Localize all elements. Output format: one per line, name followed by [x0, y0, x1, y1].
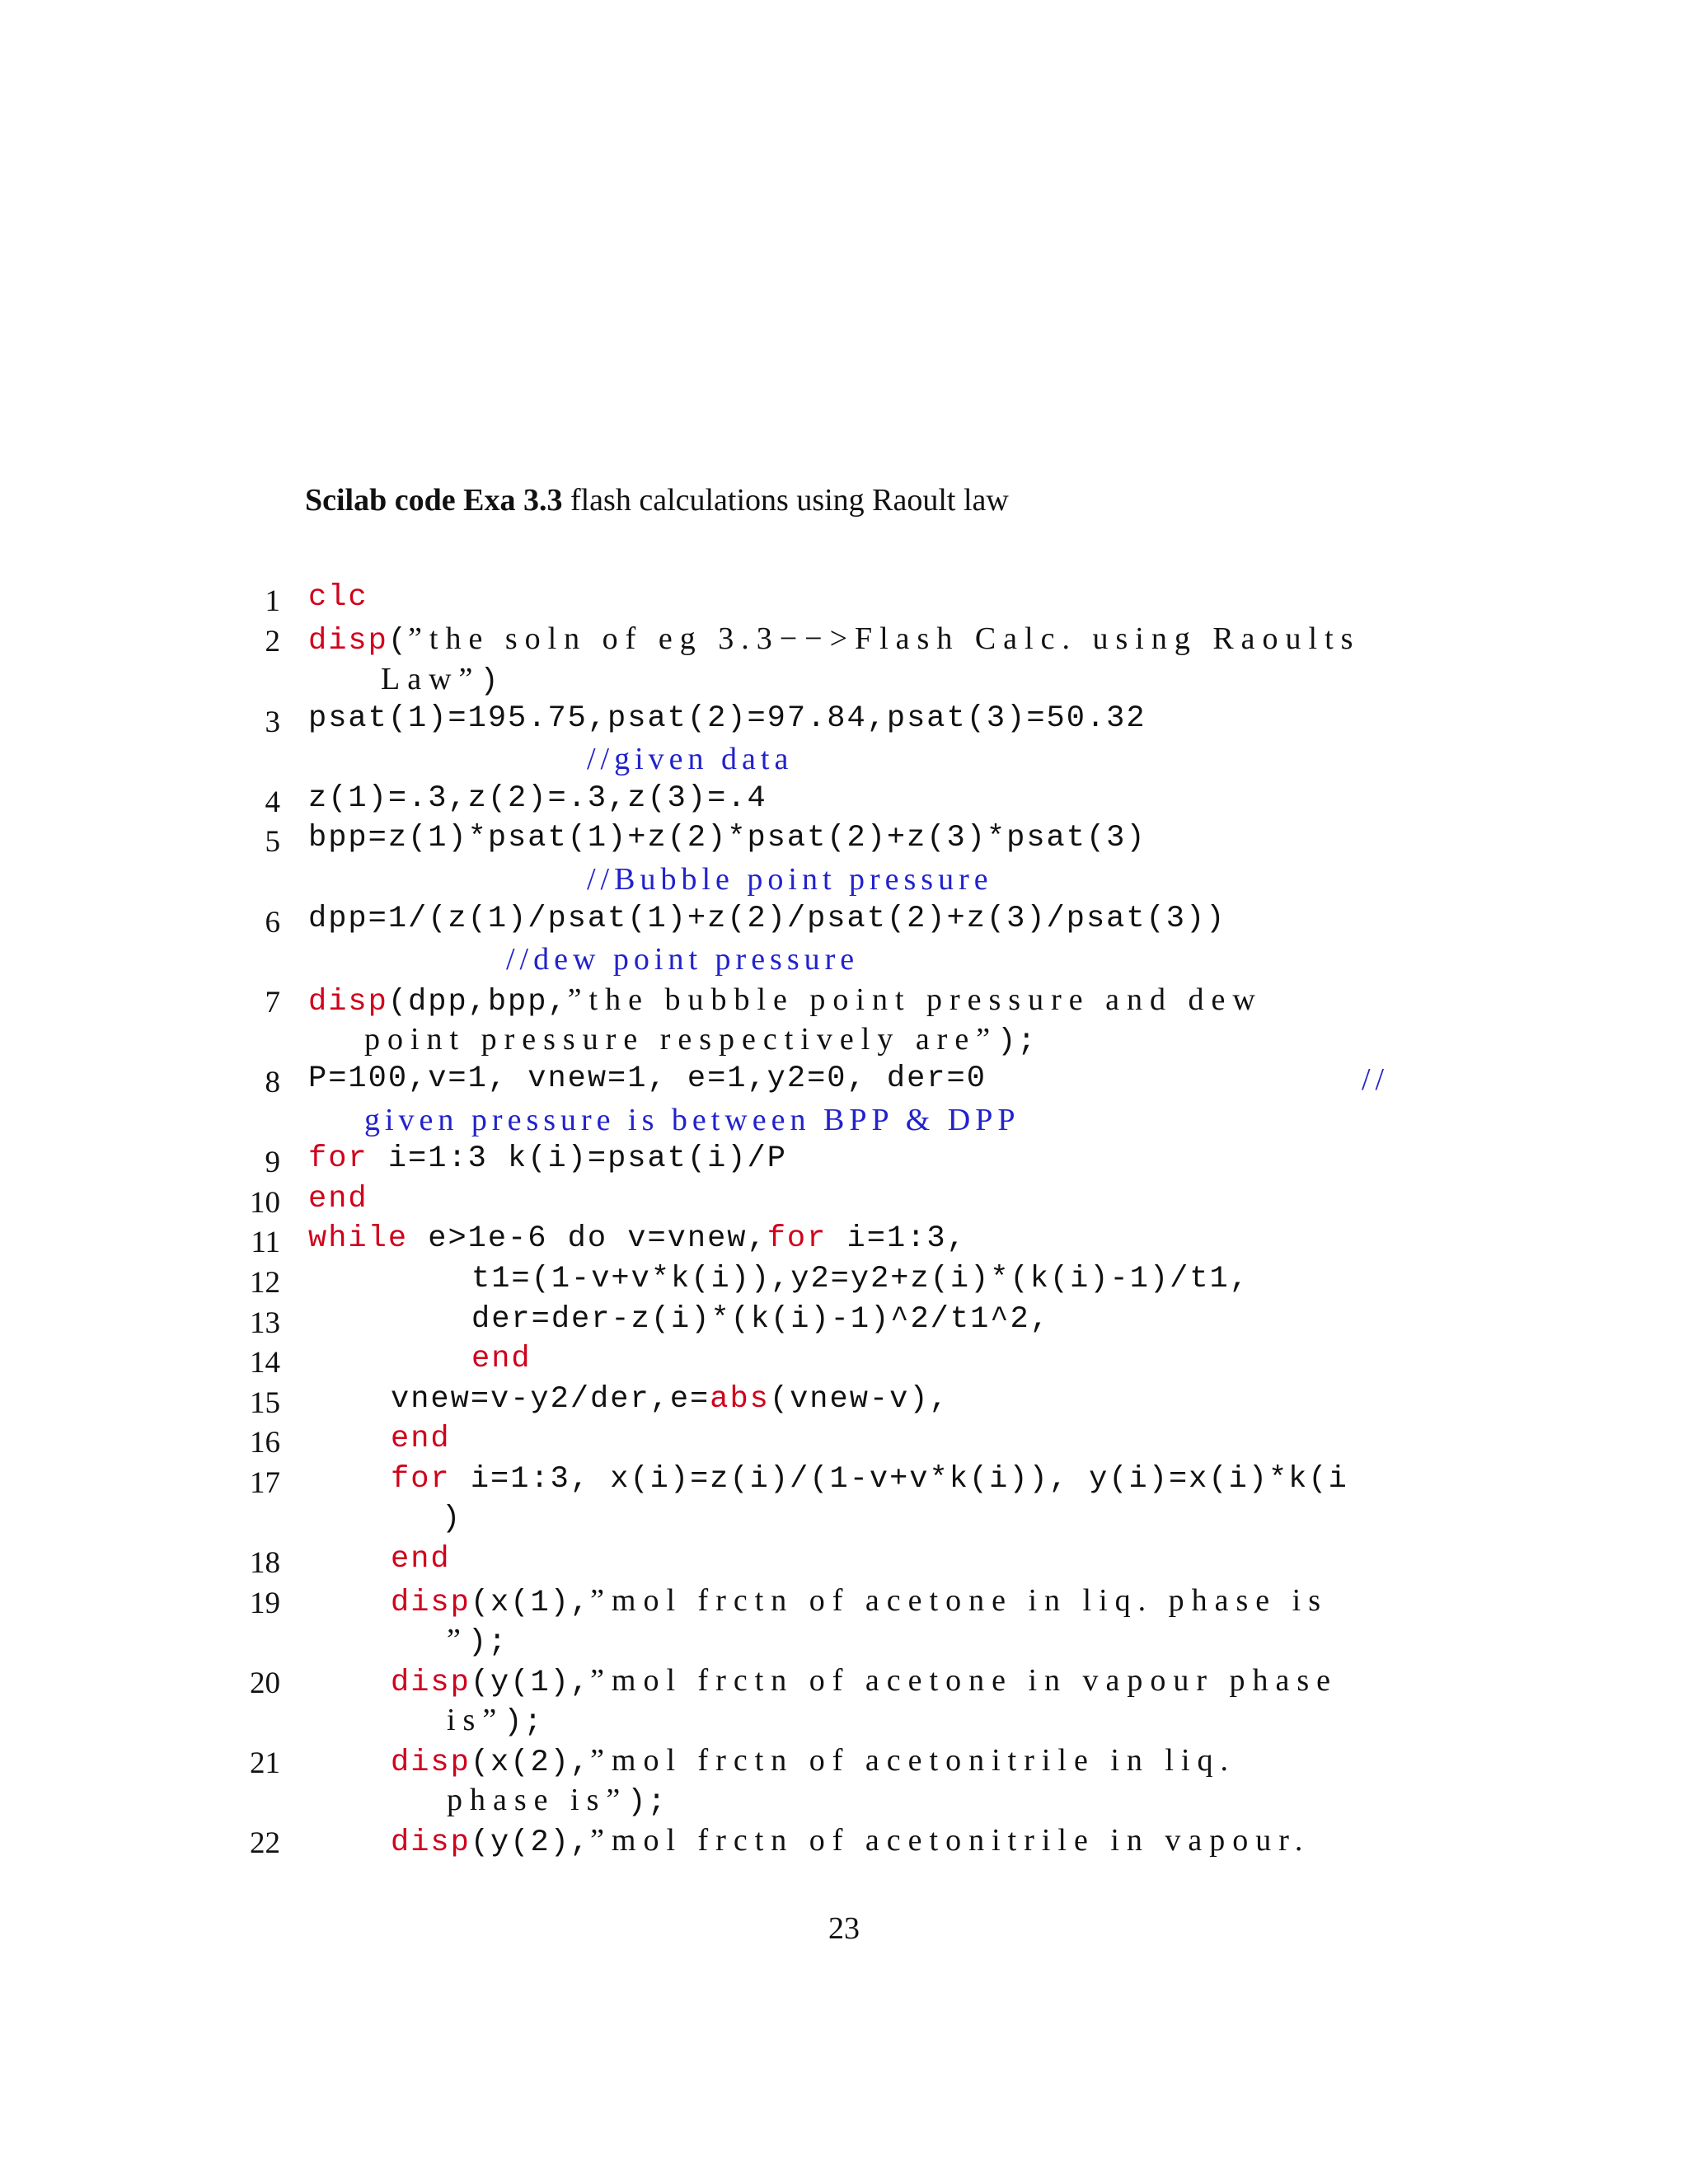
code-comment: given pressure is between BPP & DPP [364, 1103, 1020, 1137]
line-number: 2 [265, 625, 280, 658]
code-keyword: end [308, 1182, 368, 1216]
code-line-continuation [381, 661, 500, 699]
code-keyword: clc [308, 580, 368, 615]
code-keyword: for [308, 1141, 368, 1176]
code-keyword: while [308, 1221, 409, 1256]
code-string: ”the bubble point pressure and dew [567, 982, 1263, 1017]
code-text: ) [480, 664, 500, 699]
code-text: ( [387, 624, 409, 658]
code-comment: //Bubble point pressure [587, 862, 993, 897]
code-line [471, 1342, 532, 1376]
code-line [308, 902, 1226, 936]
code-line [391, 1462, 1348, 1497]
code-line [308, 621, 1360, 658]
code-comment: // [1362, 1062, 1390, 1097]
line-number: 22 [250, 1826, 280, 1860]
code-keyword: end [391, 1422, 451, 1456]
code-text: e>1e-6 do v=vnew, [408, 1221, 767, 1256]
line-number: 3 [265, 705, 280, 739]
code-line [308, 1182, 368, 1216]
code-keyword: disp [391, 1666, 471, 1700]
code-text: psat(1)=195.75,psat(2)=97.84,psat(3)=50.32 [308, 701, 1146, 736]
code-line [391, 1822, 1310, 1860]
line-number: 15 [250, 1386, 280, 1420]
line-number: 4 [265, 785, 280, 819]
code-line [391, 1742, 1236, 1780]
caption-title: flash calculations using Raoult law [570, 483, 1009, 518]
code-line [471, 1302, 1050, 1337]
code-line [471, 1262, 1250, 1296]
code-text: ); [997, 1024, 1038, 1059]
code-keyword: end [471, 1342, 532, 1376]
code-line [308, 1141, 787, 1176]
code-string: ” [447, 1623, 468, 1657]
code-text: P=100,v=1, vnew=1, e=1,y2=0, der=0 [308, 1062, 987, 1096]
code-string: Law” [381, 662, 481, 696]
code-line-continuation [364, 1102, 1020, 1140]
code-line-continuation [364, 1021, 1038, 1059]
code-line [308, 1221, 967, 1256]
code-comment: //dew point pressure [506, 942, 860, 977]
code-text: ) [442, 1502, 462, 1536]
code-line-continuation [442, 1502, 462, 1536]
caption-label: Scilab code Exa 3.3 [305, 483, 563, 518]
code-keyword: for [767, 1221, 828, 1256]
code-text: i=1:3 k(i)=psat(i)/P [368, 1141, 787, 1176]
code-text: ); [504, 1705, 544, 1740]
line-number: 8 [265, 1066, 280, 1099]
code-line-continuation [447, 1782, 668, 1820]
line-number: 12 [250, 1266, 280, 1300]
code-line [391, 1662, 1338, 1700]
code-string: ”mol frctn of acetonitrile in liq. [590, 1743, 1236, 1778]
code-line [308, 821, 1146, 855]
line-number: 5 [265, 825, 280, 859]
code-line-continuation [447, 1622, 508, 1660]
line-number: 21 [250, 1746, 280, 1780]
code-text: (vnew-v), [769, 1382, 950, 1417]
line-number: 9 [265, 1146, 280, 1179]
code-string: phase is” [447, 1783, 628, 1817]
code-caption [305, 482, 1009, 518]
line-number: 16 [250, 1426, 280, 1460]
code-text: der=der-z(i)*(k(i)-1)^2/t1^2, [471, 1302, 1050, 1337]
code-keyword: disp [391, 1746, 471, 1780]
code-string: point pressure respectively are” [364, 1022, 998, 1057]
code-text: t1=(1-v+v*k(i)),y2=y2+z(i)*(k(i)-1)/t1, [471, 1262, 1250, 1296]
line-number: 19 [250, 1586, 280, 1620]
code-line [391, 1382, 950, 1417]
code-string: ”mol frctn of acetonitrile in vapour. [590, 1823, 1311, 1858]
code-line [308, 701, 1146, 736]
code-text: ); [467, 1625, 509, 1660]
code-keyword: abs [710, 1382, 770, 1417]
code-string: ”mol frctn of acetone in vapour phase [590, 1663, 1339, 1698]
code-comment: //given data [587, 742, 794, 776]
code-text: (dpp,bpp, [387, 985, 568, 1019]
code-line-continuation [447, 1702, 544, 1740]
line-number: 7 [265, 986, 280, 1019]
code-keyword: end [391, 1542, 451, 1577]
code-text: (x(2), [470, 1746, 591, 1780]
code-text: i=1:3, x(i)=z(i)/(1-v+v*k(i)), y(i)=x(i)*k(i [450, 1462, 1348, 1497]
line-number: 20 [250, 1666, 280, 1700]
code-string: ”the soln of eg 3.3−−>Flash Calc. using Raoults [408, 621, 1361, 656]
code-keyword: disp [391, 1825, 471, 1860]
code-string: is” [447, 1703, 504, 1737]
code-line [308, 1062, 1390, 1097]
line-number: 18 [250, 1546, 280, 1580]
code-text: vnew=v-y2/der,e= [391, 1382, 710, 1417]
line-number: 14 [250, 1346, 280, 1380]
code-text: bpp=z(1)*psat(1)+z(2)*psat(2)+z(3)*psat(3) [308, 821, 1146, 855]
code-line [391, 1422, 451, 1456]
code-line [308, 781, 767, 816]
code-keyword: disp [391, 1586, 471, 1620]
code-keyword: disp [308, 624, 388, 658]
code-line [391, 1582, 1328, 1620]
page-number: 23 [828, 1911, 860, 1946]
code-text: (x(1), [470, 1586, 591, 1620]
code-text: dpp=1/(z(1)/psat(1)+z(2)/psat(2)+z(3)/psat(3)) [308, 902, 1226, 936]
line-number: 17 [250, 1466, 280, 1500]
line-number: 10 [250, 1186, 280, 1220]
code-text: (y(1), [470, 1666, 591, 1700]
code-line [391, 1542, 451, 1577]
line-number: 11 [251, 1226, 280, 1259]
code-keyword: for [391, 1462, 451, 1497]
code-line-continuation [587, 741, 793, 779]
code-text: ); [627, 1785, 668, 1820]
line-number: 1 [265, 584, 280, 618]
code-line-continuation [506, 941, 859, 979]
line-number: 6 [265, 906, 280, 940]
code-line [308, 982, 1263, 1019]
code-text: (y(2), [470, 1825, 591, 1860]
line-number: 13 [250, 1306, 280, 1340]
code-line [308, 580, 368, 615]
code-line-continuation [587, 861, 993, 899]
code-string: ”mol frctn of acetone in liq. phase is [590, 1583, 1328, 1618]
code-keyword: disp [308, 985, 388, 1019]
code-text: i=1:3, [827, 1221, 967, 1256]
code-text: z(1)=.3,z(2)=.3,z(3)=.4 [308, 781, 767, 816]
